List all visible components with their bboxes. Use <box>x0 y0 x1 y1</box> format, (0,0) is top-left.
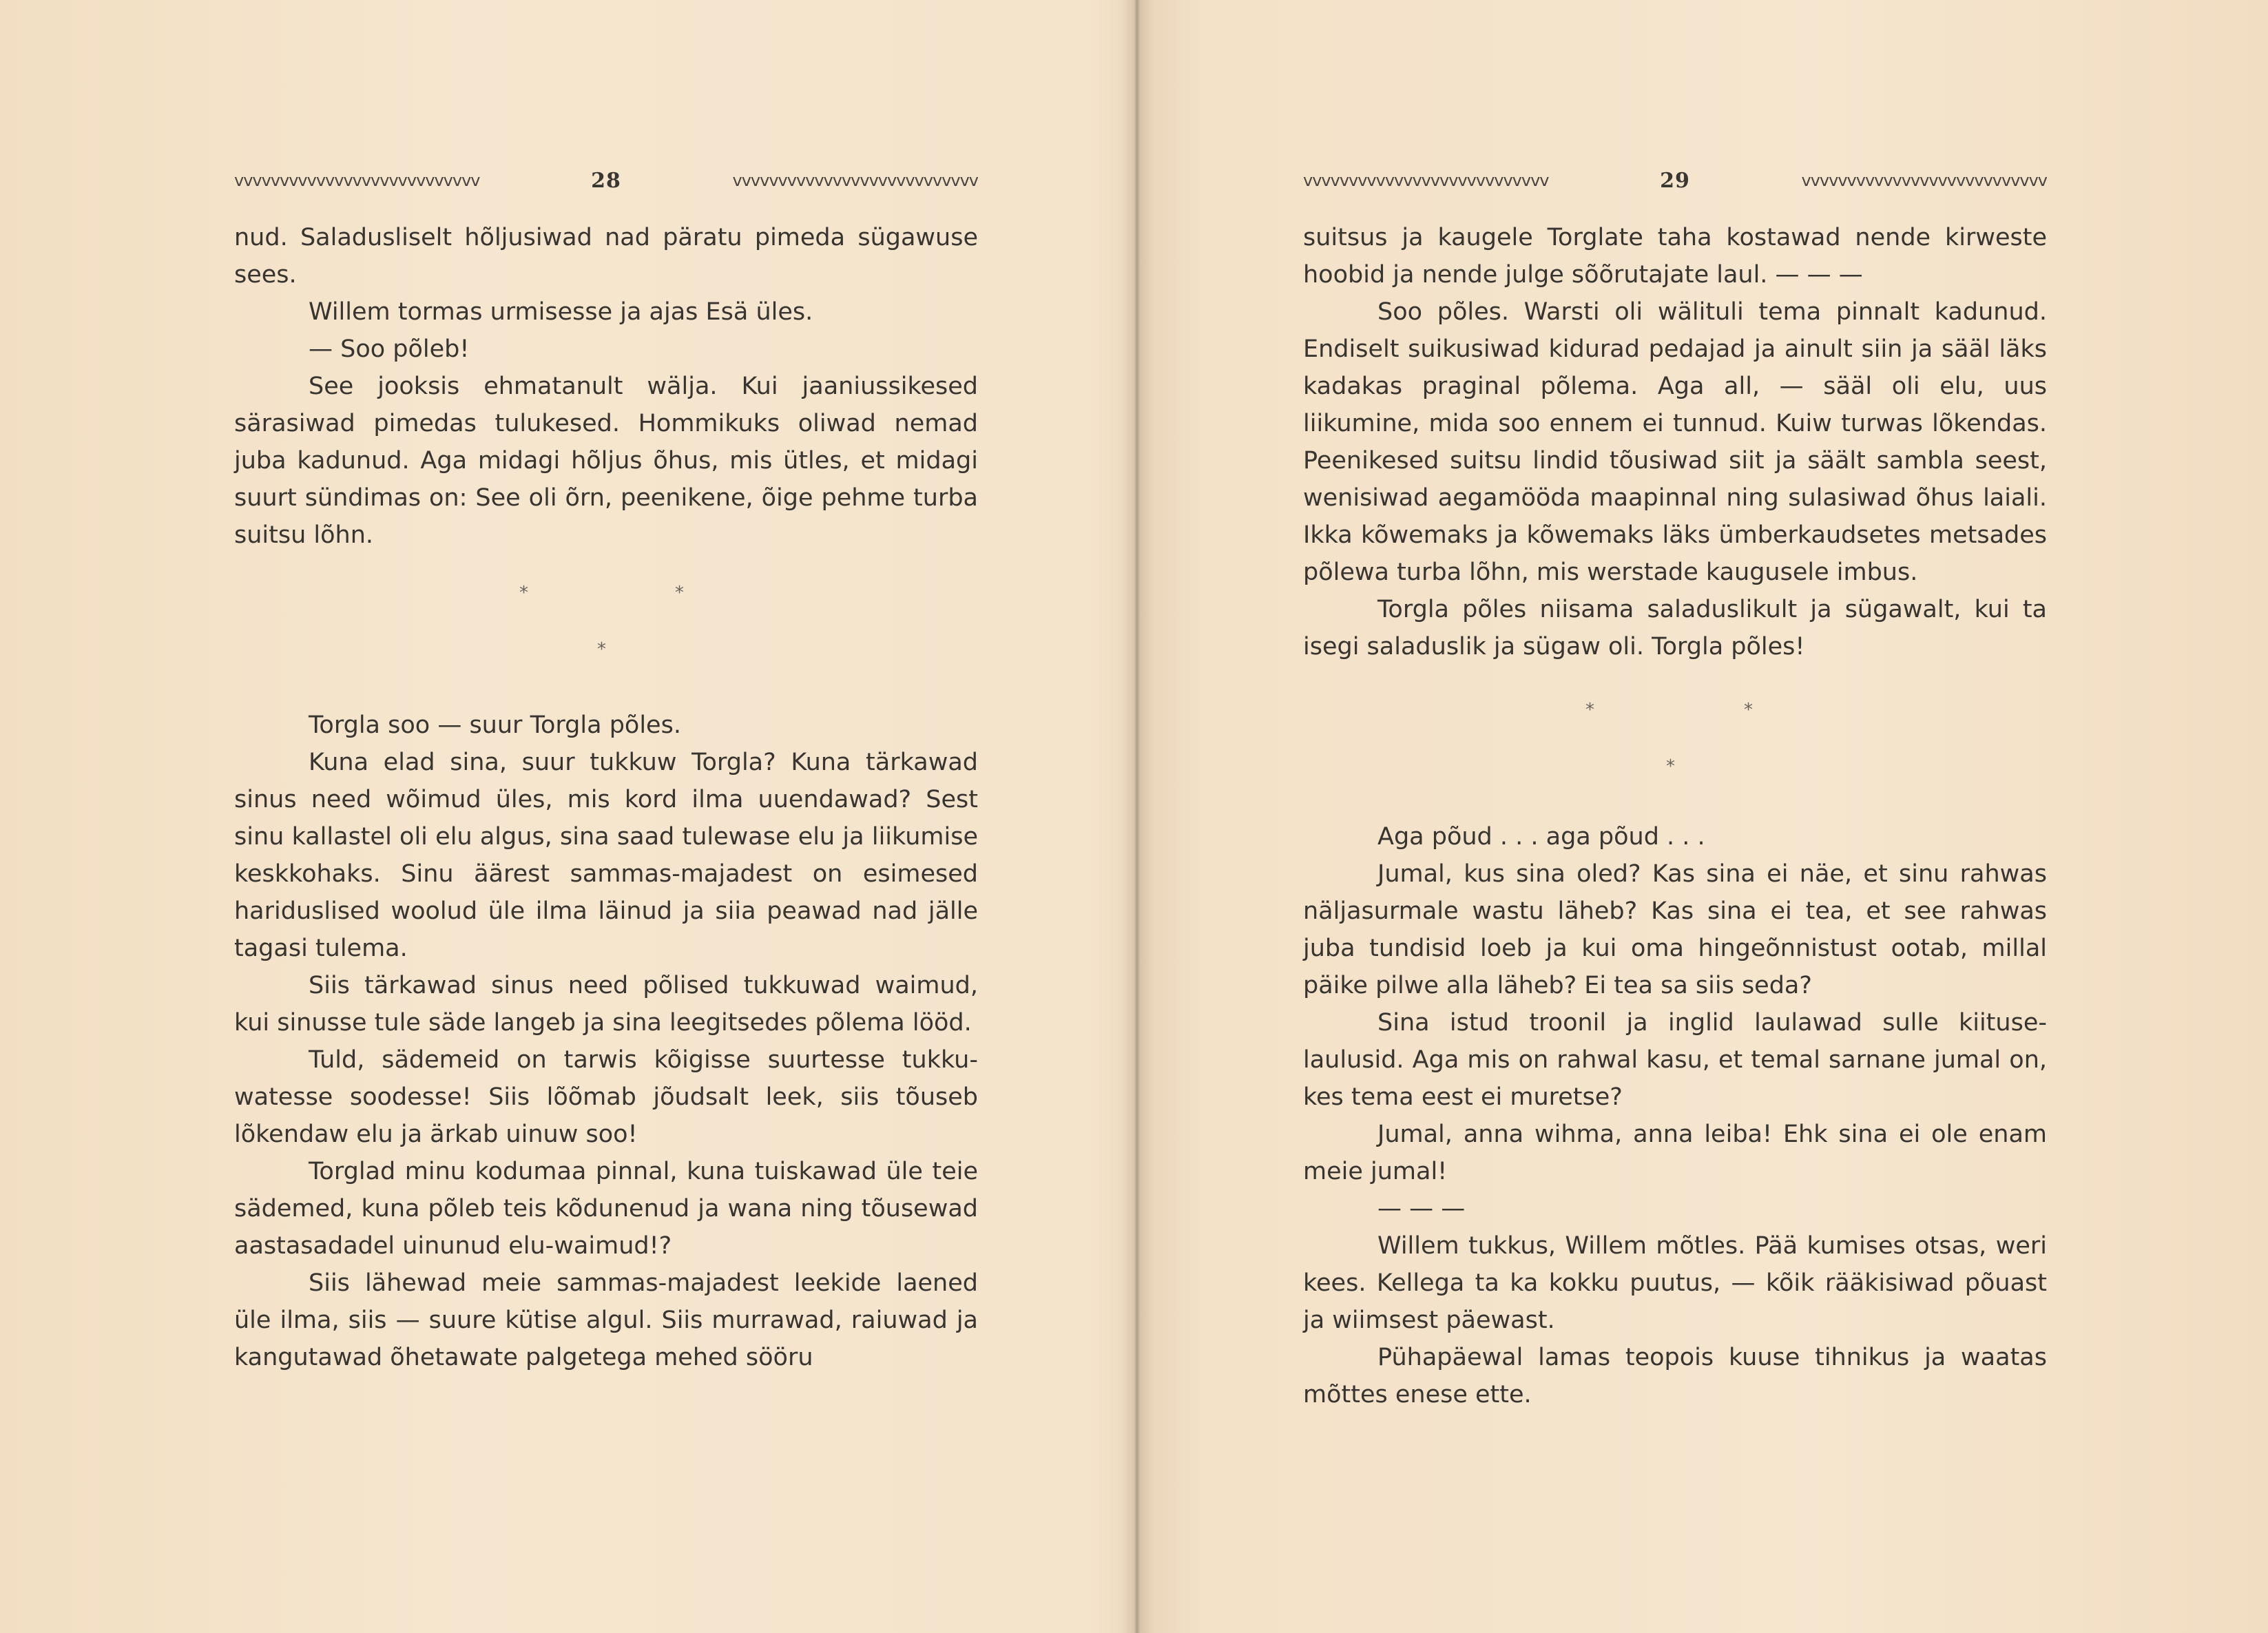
left-running-header <box>234 167 978 194</box>
book-gutter <box>1121 0 1153 1633</box>
paragraph: Pühapäewal lamas teopois kuuse tihnikus ja waatas mõttes enese ette. <box>1303 1344 2047 1408</box>
paragraph: Aga põud . . . aga põud . . . <box>1377 823 1705 851</box>
paragraph: — Soo põleb! <box>309 335 470 363</box>
asterisk: * <box>1744 700 1753 720</box>
left-page <box>234 0 978 1633</box>
asterisk: * <box>675 583 684 603</box>
left-page-text <box>234 219 978 1376</box>
right-page <box>1303 0 2047 1633</box>
paragraph: suitsus ja kaugele Torglate taha kostawad nende kirweste hoobid ja nende julge sõõrutajate laul. — — — <box>1303 224 2047 289</box>
paragraph: Jumal, anna wihma, anna leiba! Ehk sina ei ole enam meie jumal! <box>1303 1121 2047 1185</box>
asterisk: * <box>597 639 606 660</box>
paragraph: See jooksis ehmatanult wälja. Kui jaaniussikesed särasiwad pimedas tulukesed. Hommikuks oliwad nemad juba kadunud. Aga midagi hõljus õhus, mis ütles, et midagi suurt sündimas on: See oli õrn, peenikene, õige pehme turba suitsu lõhn. <box>234 373 978 549</box>
paragraph: nud. Saladusliselt hõljusiwad nad päratu pimeda sügawuse sees. <box>234 224 978 289</box>
header-ornament: vvvvvvvvvvvvvvvvvvvvvvvvvvv <box>732 171 978 190</box>
paragraph: Siis lähewad meie sammas-majadest leekide laened üle ilma, siis — suure kütise algul. Siis murrawad, raiuwad ja kangutawad õhetawate palgetega mehed sööru <box>234 1269 978 1371</box>
paragraph: Willem tukkus, Willem mõtles. Pää kumises otsas, weri kees. Kellega ta ka kokku puutus, — kõik rääkisiwad põuast ja wiimsest päewast. <box>1303 1232 2047 1334</box>
paragraph: Sina istud troonil ja inglid laulawad sulle kiituselaulusid. Aga mis on rahwal kasu, et temal sarnane jumal on, kes tema eest ei muretse? <box>1303 1009 2047 1111</box>
paragraph: Torglad minu kodumaa pinnal, kuna tuiskawad üle teie sädemed, kuna põleb teis kõdunenud ja wana ning tõusewad aastasadadel uinunud elu-waimud!? <box>234 1158 978 1260</box>
paragraph: Soo põles. Warsti oli wälituli tema pinnalt kadunud. Endiselt suikusiwad kidurad pedajad ja ainult siin ja sääl läks kadakas praginal põlema. Aga all, — sääl oli elu, uus liikumine, mida soo ennem ei tunnud. Kuiw turwas lõkendas. Peenikesed suitsu lindid tõusiwad siit ja säält sambla seest, wenisiwad aegamööda maapinnal ning sulasiwad õhus laiali. Ikka kõwemaks ja kõwemaks läks ümberkaudsetes metsades põlewa turba lõhn, mis werstade kaugusele imbus. <box>1303 298 2047 586</box>
header-ornament: vvvvvvvvvvvvvvvvvvvvvvvvvvv <box>234 171 480 190</box>
paragraph: Jumal, kus sina oled? Kas sina ei näe, et sinu rahwas näljasurmale wastu läheb? Kas sina ei tea, et see rahwas juba tundisid loeb ja kui oma hingeõnnistust ootab, millal päike pilwe alla läheb? Ei tea sa siis seda? <box>1303 860 2047 999</box>
paragraph: Tuld, sädemeid on tarwis kõigisse suurtesse tukkuwatesse soodesse! Siis lõõmab jõudsalt leek, siis tõuseb lõkendaw elu ja ärkab uinuw soo! <box>234 1046 978 1148</box>
asterisk: * <box>1585 700 1594 720</box>
header-ornament: vvvvvvvvvvvvvvvvvvvvvvvvvvv <box>1801 171 2047 190</box>
right-page-text <box>1303 219 2047 1413</box>
dash-separator: — — — <box>1377 1195 1466 1223</box>
paragraph: Willem tormas urmisesse ja ajas Esä üles. <box>309 298 813 326</box>
page-number: 28 <box>591 168 621 193</box>
section-separator <box>234 554 978 707</box>
asterisk: * <box>519 583 528 603</box>
right-running-header <box>1303 167 2047 194</box>
paragraph: Siis tärkawad sinus need põlised tukkuwad waimud, kui sinusse tule säde langeb ja sina leegitsedes põlema lööd. <box>234 972 978 1037</box>
paragraph: Torgla soo — suur Torgla põles. <box>309 711 681 739</box>
paragraph: Torgla põles niisama saladuslikult ja sügawalt, kui ta isegi saladuslik ja sügaw oli. Torgla põles! <box>1303 596 2047 661</box>
page-number: 29 <box>1660 168 1690 193</box>
section-separator <box>1303 665 2047 818</box>
header-ornament: vvvvvvvvvvvvvvvvvvvvvvvvvvv <box>1303 171 1549 190</box>
asterisk: * <box>1666 756 1675 777</box>
paragraph: Kuna elad sina, suur tukkuw Torgla? Kuna tärkawad sinus need wõimud üles, mis kord ilma uuendawad? Sest sinu kallastel oli elu algus, sina saad tulewase elu ja liikumise keskkohaks. Sinu äärest sammas-majadest on esimesed hariduslised woolud üle ilma läinud ja siia peawad nad jälle tagasi tulema. <box>234 749 978 962</box>
